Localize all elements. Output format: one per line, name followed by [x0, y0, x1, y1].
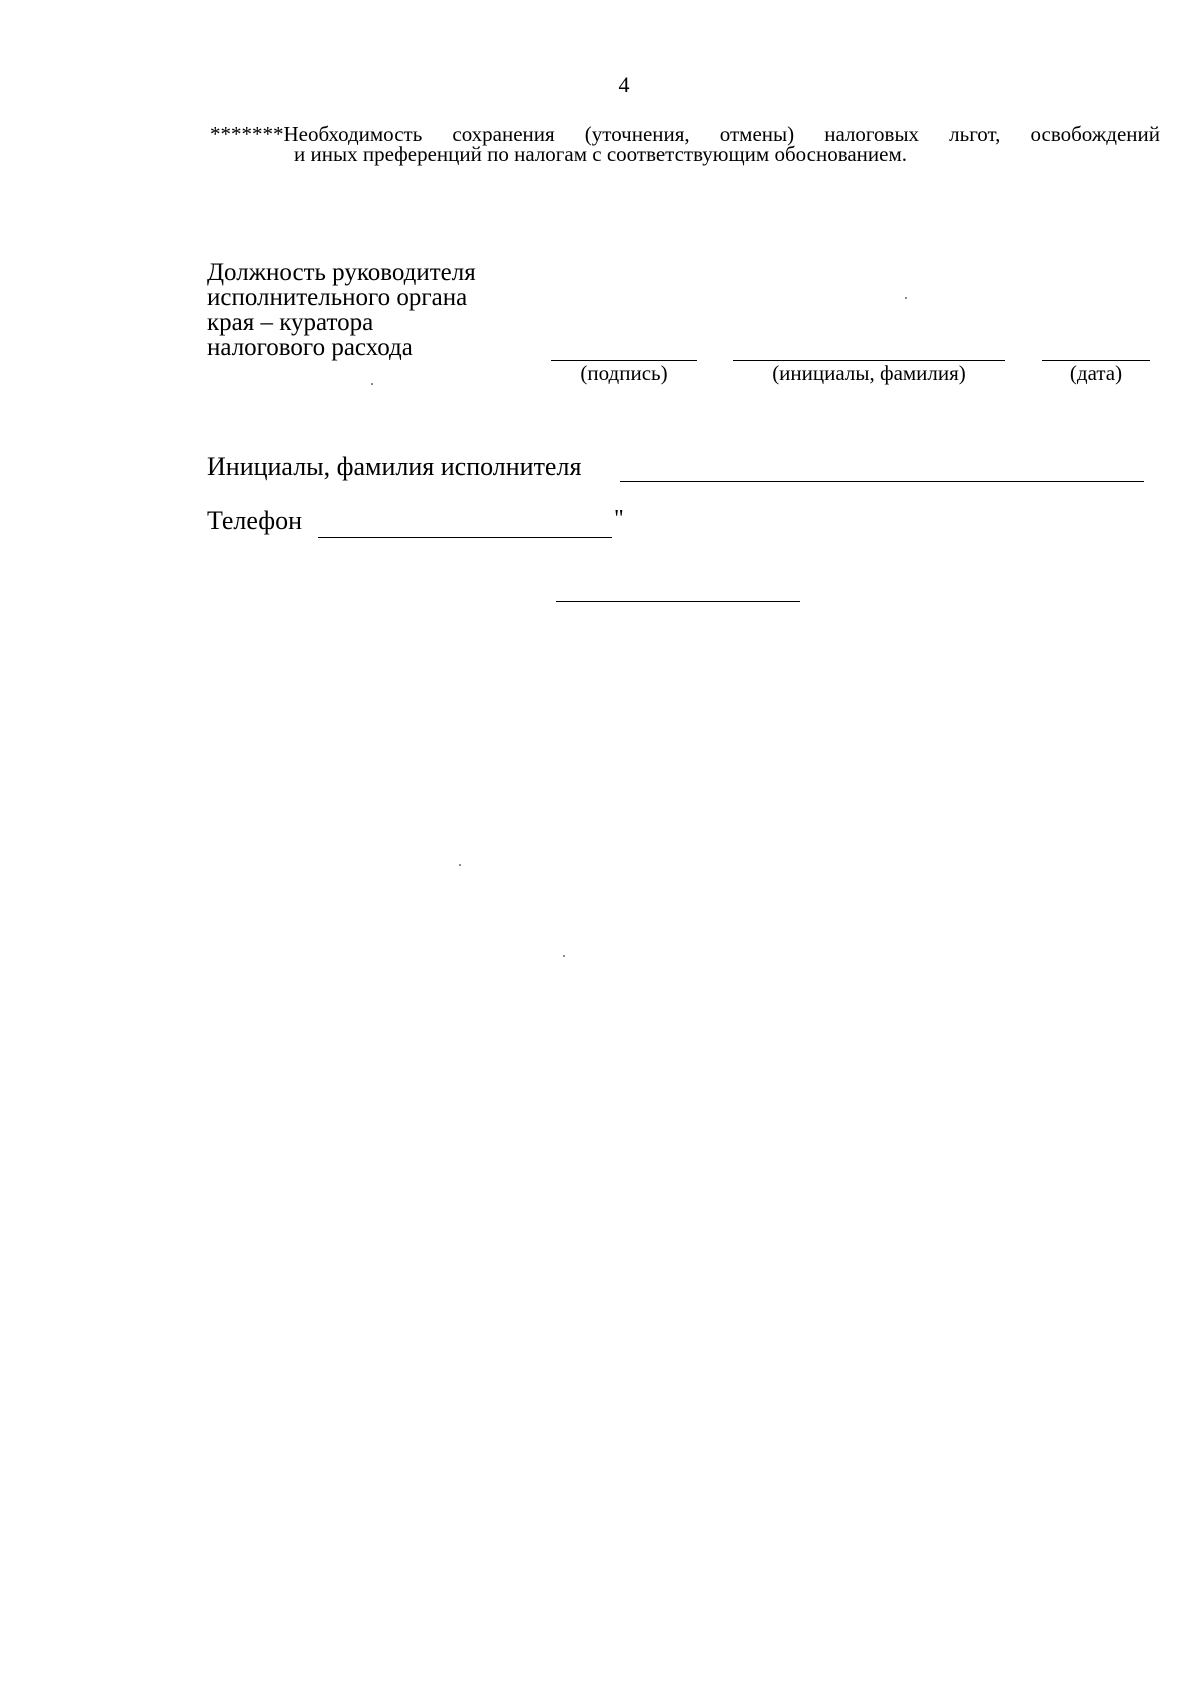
executor-field-line[interactable] [620, 481, 1144, 482]
phone-trailing-mark: " [614, 506, 624, 532]
scan-speck [459, 864, 461, 866]
scan-speck [563, 955, 565, 957]
footnote-line-2: и иных преференций по налогам с соответствующим обоснованием. [294, 142, 908, 166]
position-title-line: Должность руководителя [207, 259, 476, 286]
footnote [210, 124, 1160, 164]
end-rule [556, 601, 800, 602]
date-caption: (дата) [1069, 361, 1123, 385]
phone-label: Телефон [207, 506, 303, 535]
position-title-line: исполнительного органа [207, 284, 468, 311]
scan-speck [905, 297, 907, 299]
footnote-line-1: *******Необходимость сохранения (уточнения, отмены) налоговых льгот, освобождений [210, 122, 1160, 146]
scan-speck [371, 383, 373, 385]
position-title [207, 260, 527, 360]
name-caption: (инициалы, фамилия) [772, 361, 966, 385]
page-number: 4 [618, 72, 630, 97]
phone-field-line[interactable] [318, 537, 612, 538]
position-title-line: налогового расхода [207, 334, 413, 361]
signature-caption: (подпись) [580, 361, 668, 385]
executor-label: Инициалы, фамилия исполнителя [207, 452, 582, 481]
position-title-line: края – куратора [207, 309, 374, 336]
